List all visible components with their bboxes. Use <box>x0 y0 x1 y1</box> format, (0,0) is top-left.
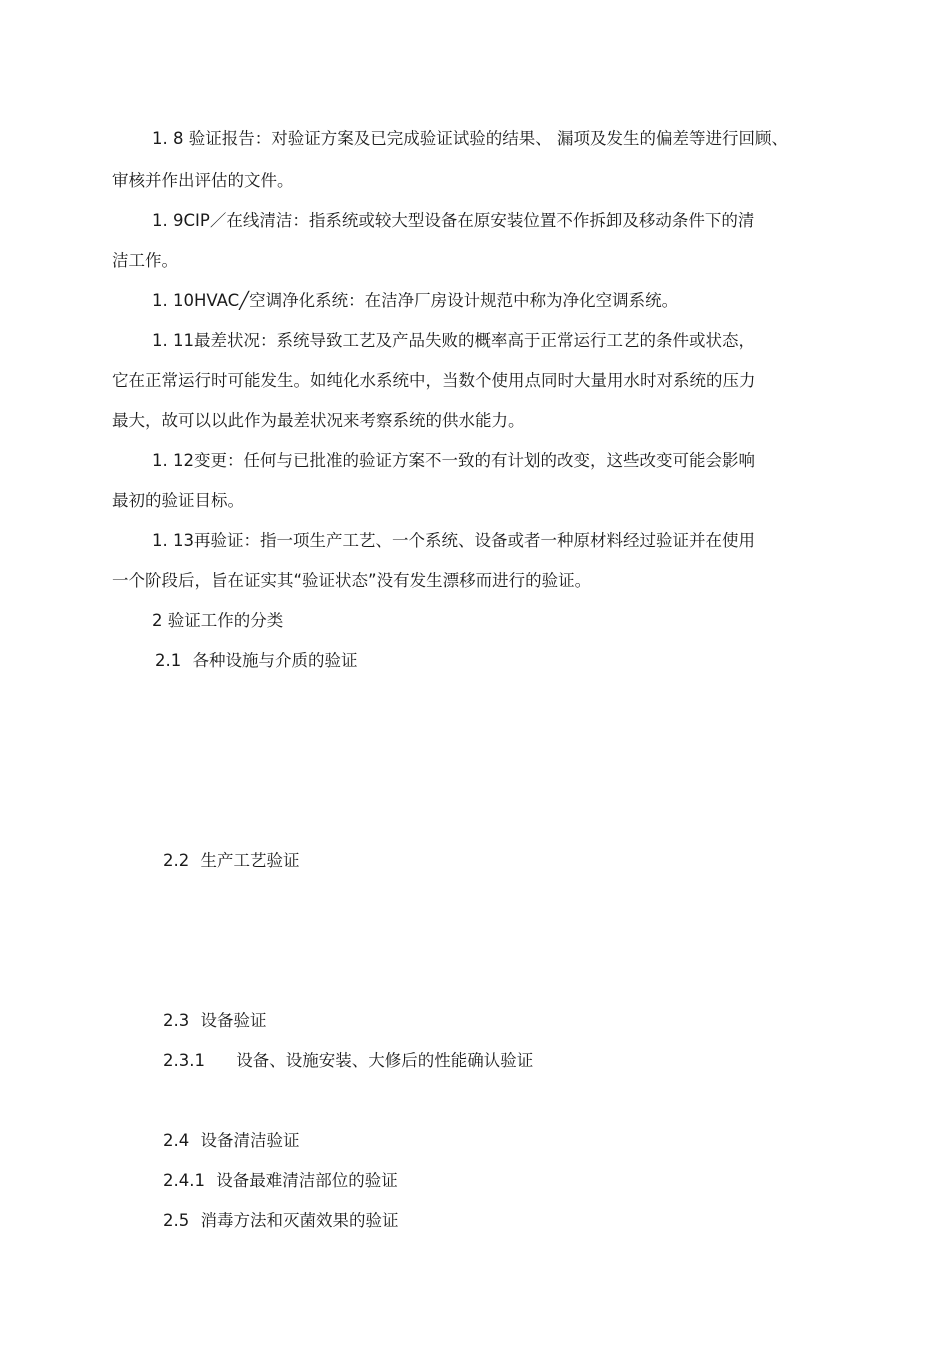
heading-text: 设备验证 <box>200 1011 267 1030</box>
section-heading-2-5 <box>163 1210 399 1232</box>
definition-1-13-line-1: 1. 13再验证：指一项生产工艺、一个系统、设备或者一种原材料经过验证并在使用 <box>152 531 755 550</box>
heading-number: 2.2 <box>163 851 190 870</box>
heading-number: 2.3.1 <box>163 1051 205 1070</box>
section-heading-2-4-1 <box>163 1170 398 1192</box>
heading-number: 2.5 <box>163 1211 190 1230</box>
heading-text: 设备最难清洁部位的验证 <box>216 1171 398 1190</box>
heading-number: 2.3 <box>163 1011 190 1030</box>
definition-1-13-line-2: 一个阶段后，旨在证实其“验证状态”没有发生漂移而进行的验证。 <box>112 571 592 590</box>
heading-text: 各种设施与介质的验证 <box>192 651 358 670</box>
heading-text: 生产工艺验证 <box>200 851 300 870</box>
section-heading-2-4 <box>163 1130 300 1152</box>
definition-1-11-line-2: 它在正常运行时可能发生。如纯化水系统中，当数个使用点同时大量用水时对系统的压力 <box>112 371 756 390</box>
section-heading-2-1 <box>155 650 358 672</box>
heading-text: 设备、设施安装、大修后的性能确认验证 <box>236 1051 534 1070</box>
definition-1-12-line-2: 最初的验证目标。 <box>112 491 244 510</box>
heading-number: 2.1 <box>155 651 182 670</box>
definition-1-8-line-1: 1. 8 验证报告：对验证方案及已完成验证试验的结果、 漏项及发生的偏差等进行回顾、 <box>152 129 788 148</box>
definition-1-10-line-1: 1. 10HVAC╱空调净化系统：在洁净厂房设计规范中称为净化空调系统。 <box>152 291 679 310</box>
heading-text: 设备清洁验证 <box>200 1131 300 1150</box>
definition-1-11-line-1: 1. 11最差状况：系统导致工艺及产品失败的概率高于正常运行工艺的条件或状态， <box>152 331 755 350</box>
definition-1-9-line-1: 1. 9CIP／在线清洁：指系统或较大型设备在原安装位置不作拆卸及移动条件下的清 <box>152 211 755 230</box>
section-heading-2-2 <box>163 850 300 872</box>
definition-1-11-line-3: 最大，故可以以此作为最差状况来考察系统的供水能力。 <box>112 411 525 430</box>
heading-number: 2.4.1 <box>163 1171 205 1190</box>
section-heading-2-3-1 <box>163 1050 533 1072</box>
definition-1-12-line-1: 1. 12变更：任何与已批准的验证方案不一致的有计划的改变，这些改变可能会影响 <box>152 451 755 470</box>
definition-1-8-line-2: 审核并作出评估的文件。 <box>112 171 294 190</box>
section-heading-2: 2 验证工作的分类 <box>152 611 284 630</box>
definition-1-9-line-2: 洁工作。 <box>112 251 178 270</box>
heading-text: 消毒方法和灭菌效果的验证 <box>200 1211 399 1230</box>
heading-number: 2.4 <box>163 1131 190 1150</box>
section-heading-2-3 <box>163 1010 267 1032</box>
